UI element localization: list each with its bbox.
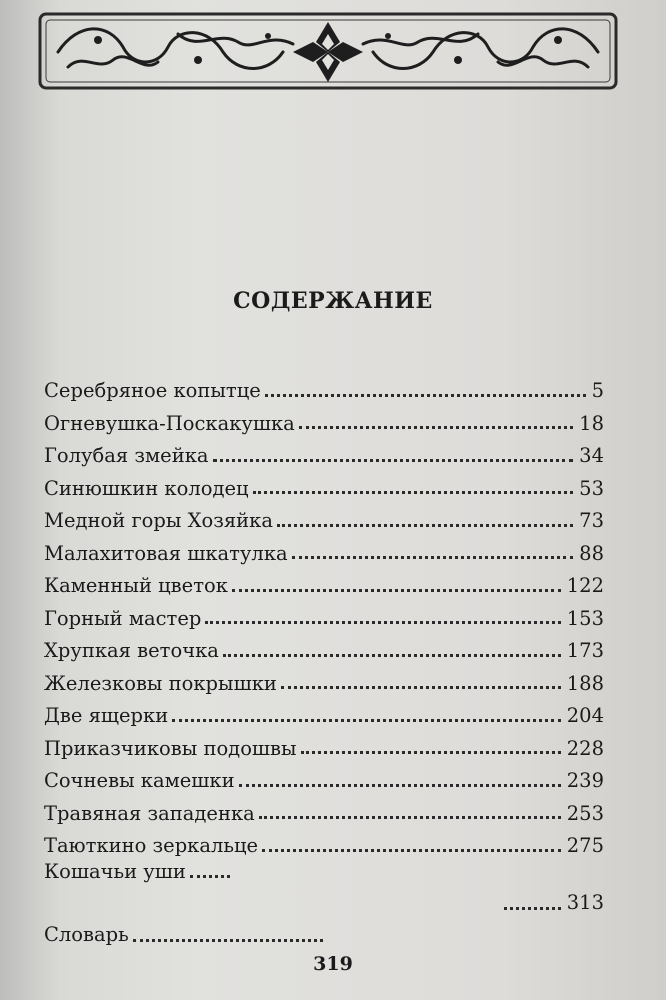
- toc-entry-title: Две ящерки: [44, 704, 169, 727]
- toc-entry-page: 18: [579, 411, 604, 435]
- dot-leader: [213, 459, 574, 462]
- toc-entry-dictionary: [44, 916, 604, 946]
- toc-entry: [44, 531, 604, 564]
- dot-leader: [301, 751, 561, 754]
- toc-entry: [44, 401, 604, 434]
- dot-leader: [232, 589, 561, 592]
- toc-entry-page: 53: [579, 476, 604, 500]
- toc-entry-title: Серебряное копытце: [44, 379, 261, 402]
- toc-entry-page: 122: [566, 574, 604, 597]
- toc-entry-page: 153: [566, 606, 604, 630]
- dot-leader: [262, 849, 561, 852]
- toc-entry-title: Малахитовая шкатулка: [44, 541, 288, 565]
- dot-leader: [292, 556, 574, 559]
- dot-leader: [223, 654, 561, 657]
- toc-entry-title: Голубая змейка: [44, 444, 209, 467]
- toc-entry-title: Травяная западенка: [44, 801, 255, 825]
- toc-entry-title: Хрупкая веточка: [44, 639, 219, 662]
- toc-entry: [44, 758, 604, 791]
- toc-entry-page: 173: [566, 639, 604, 662]
- toc-entry: [44, 563, 604, 596]
- toc-entry-title: Огневушка-Поскакушка: [44, 411, 295, 435]
- toc-entry-page: 34: [579, 444, 604, 467]
- toc-entry-title: Горный мастер: [44, 606, 202, 630]
- dot-leader: [172, 719, 561, 722]
- dot-leader: [205, 621, 560, 624]
- dot-leader: [504, 907, 561, 910]
- toc-entry: [44, 726, 604, 759]
- toc-entry-page: 253: [566, 801, 604, 825]
- toc-entry-title: Медной горы Хозяйка: [44, 509, 273, 532]
- dot-leader: [277, 524, 573, 527]
- toc-entry: [44, 596, 604, 629]
- toc-entry-title: Синюшкин колодец: [44, 476, 249, 500]
- toc-entry-continuation: [44, 888, 604, 914]
- page-number: 319: [313, 953, 353, 975]
- toc-entry-title: Приказчиковы подошвы: [44, 736, 297, 760]
- toc-entry-page: 5: [591, 379, 604, 402]
- toc-entry: [44, 466, 604, 499]
- dot-leader: [133, 939, 323, 942]
- toc-entry-title: Железковы покрышки: [44, 671, 277, 695]
- toc-entry-page: 204: [566, 704, 604, 727]
- toc-entry-title: Сочневы камешки: [44, 769, 235, 792]
- dot-leader: [299, 426, 573, 429]
- toc-entry: [44, 856, 604, 882]
- dot-leader: [259, 816, 561, 819]
- dot-leader: [239, 784, 561, 787]
- toc-entry: [44, 661, 604, 694]
- toc-entry: [44, 498, 604, 531]
- table-of-contents: [44, 368, 604, 882]
- page-title: СОДЕРЖАНИЕ: [233, 288, 433, 314]
- toc-entry: [44, 433, 604, 466]
- toc-entry-page: 313: [566, 891, 604, 914]
- toc-entry-title: Кошачьи уши: [44, 860, 186, 883]
- toc-entry-page: 239: [566, 769, 604, 792]
- toc-entry: [44, 693, 604, 726]
- dot-leader: [265, 394, 586, 397]
- toc-entry-page: 188: [566, 671, 604, 695]
- toc-entry-title: Каменный цветок: [44, 574, 228, 597]
- toc-entry-page: 88: [579, 541, 604, 565]
- toc-entry-title: Словарь: [44, 923, 129, 946]
- decorative-ornament-header: [38, 12, 618, 92]
- toc-entry-title: Таюткино зеркальце: [44, 834, 259, 857]
- toc-entry: [44, 368, 604, 401]
- dot-leader: [281, 686, 561, 689]
- dot-leader: [190, 875, 230, 878]
- toc-entry: [44, 628, 604, 661]
- toc-entry-page: 228: [566, 736, 604, 760]
- toc-entry: [44, 791, 604, 824]
- toc-entry-page: 73: [579, 509, 604, 532]
- dot-leader: [253, 491, 574, 494]
- toc-entry-page: 275: [566, 834, 604, 857]
- toc-entry: [44, 823, 604, 856]
